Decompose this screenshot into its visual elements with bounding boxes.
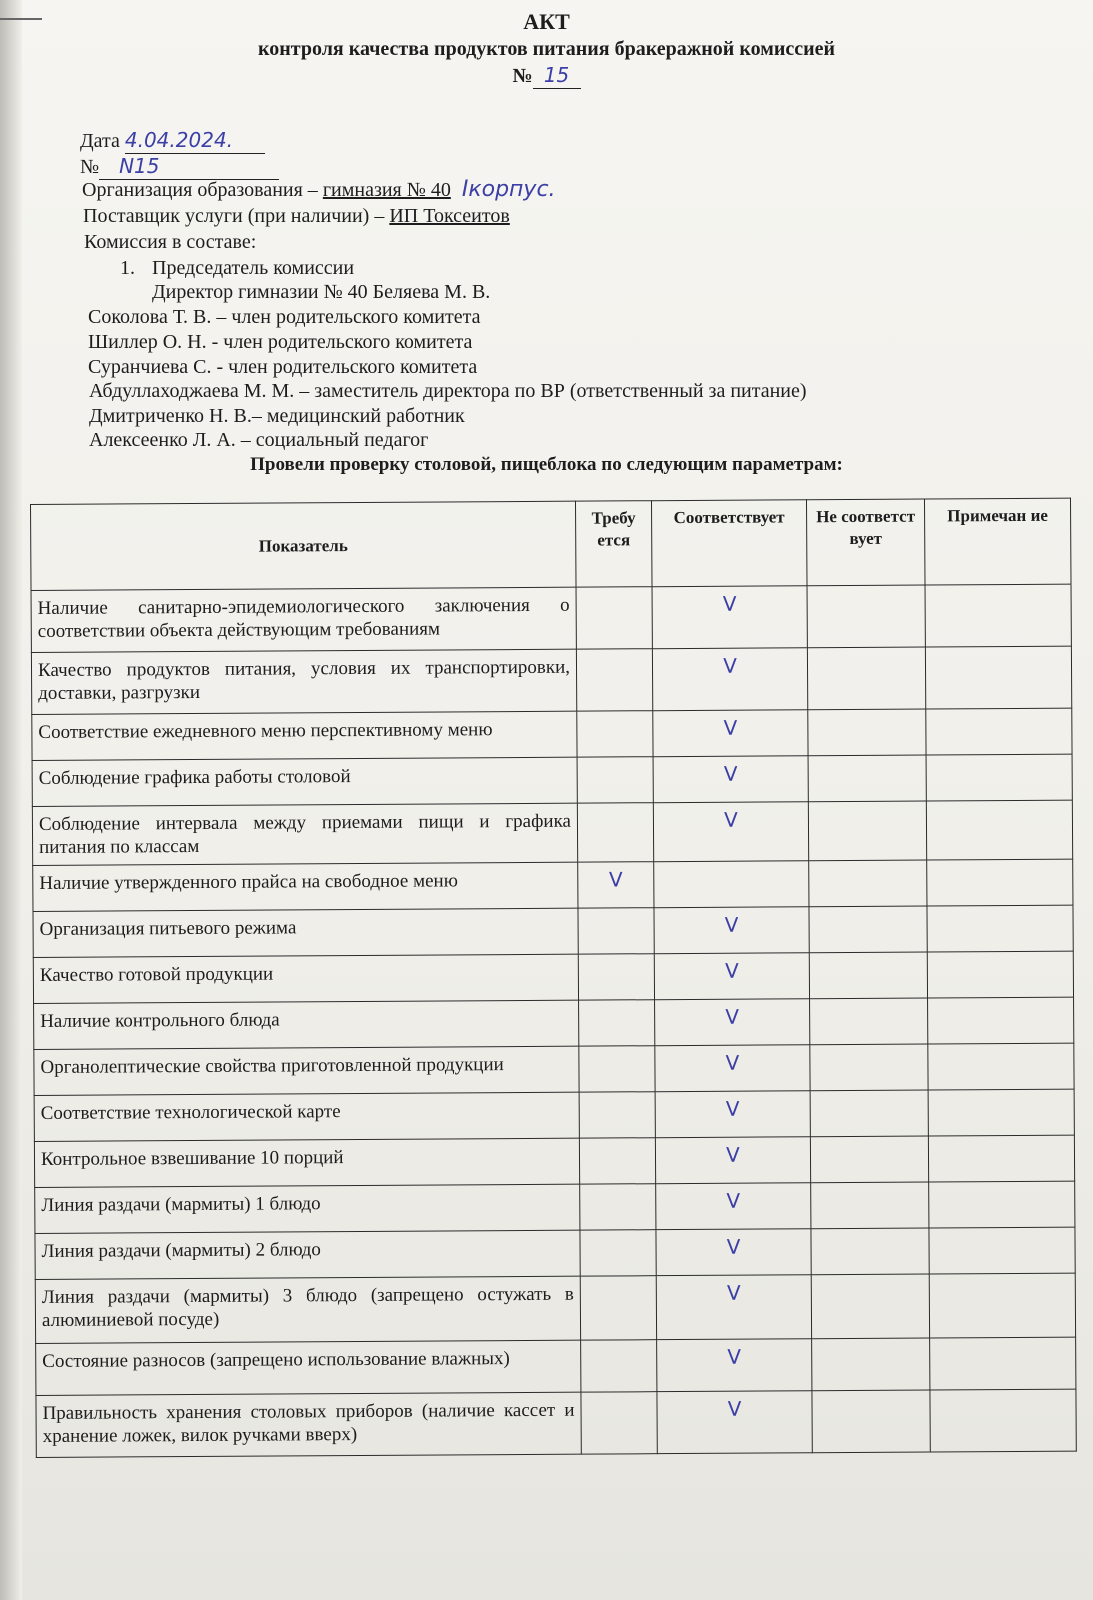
member-abdullahodzhaeva: Абдуллаходжаева М. М. – заместитель директора по ВР (ответственный за питание) [89,380,807,402]
not-complies-cell [809,952,927,999]
not-complies-cell [811,1182,929,1229]
note-cell [925,646,1071,709]
number-row [80,154,279,180]
not-complies-cell [811,1274,929,1339]
table-row [34,1089,1074,1141]
required-cell [578,908,654,954]
table-header-row [31,498,1072,590]
required-cell [579,1046,655,1092]
complies-cell [654,861,809,908]
indicator-cell: Состояние разносов (запрещено использование влажных) [36,1340,581,1395]
col-header-not-complies: Не соответст вует [806,499,925,586]
supplier-value: ИП Токсеитов [389,205,510,227]
checkmark: V [608,867,623,892]
indicator-cell: Соблюдение интервала между приемами пищи и графика питания по классам [32,803,577,865]
table-row [35,1273,1075,1343]
required-cell [580,1276,656,1340]
table-row [33,859,1073,911]
not-complies-cell [810,1136,928,1183]
inspection-table [30,498,1077,1458]
table-row [33,951,1073,1003]
not-complies-cell [811,1228,929,1275]
required-cell [581,1340,657,1392]
col-header-required: Требу ется [575,501,652,587]
table-row [32,800,1072,865]
table-row [31,646,1071,714]
member-suranchieva: Суранчиева С. - член родительского комитета [88,356,478,378]
not-complies-cell [812,1390,930,1453]
not-complies-cell [810,1044,928,1091]
checkmark: V [726,1234,741,1259]
table-row [36,1337,1076,1395]
checkmark: V [725,1004,740,1029]
note-cell [925,584,1071,647]
check-heading: Провели проверку столовой, пищеблока по следующим параметрам: [250,454,843,475]
supplier-row [83,204,510,228]
document-title-block [0,8,1093,89]
date-field [125,128,265,154]
not-complies-cell [810,998,928,1045]
complies-cell [656,1229,811,1276]
date-label: Дата [80,130,120,152]
complies-cell [656,1275,811,1340]
checkmark: V [727,1396,742,1421]
checkmark: V [724,958,739,983]
required-cell [578,862,654,908]
member-sokolova: Соколова Т. В. – член родительского комитета [88,306,481,328]
indicator-cell: Правильность хранения столовых приборов (наличие кассет и хранение ложек, вилок ручками вверх) [36,1392,581,1457]
note-cell [927,905,1073,952]
not-complies-cell [808,709,926,756]
checkmark: V [726,1280,741,1305]
indicator-cell: Органолептические свойства приготовленной продукции [34,1046,579,1095]
note-cell [927,859,1073,906]
required-cell [579,1138,655,1184]
not-complies-cell [809,860,927,907]
complies-cell [653,756,808,803]
complies-cell [654,907,809,954]
required-cell [576,587,652,649]
not-complies-cell [807,585,925,648]
required-cell [576,649,652,711]
indicator-cell: Линия раздачи (мармиты) 2 блюдо [35,1230,580,1279]
checkmark: V [725,1096,740,1121]
not-complies-cell [812,1338,930,1391]
indicator-cell: Линия раздачи (мармиты) 1 блюдо [35,1184,580,1233]
col-header-note: Примечан ие [924,498,1071,585]
complies-cell [652,648,807,711]
organization-label: Организация образования – [82,179,323,201]
note-cell [928,1135,1074,1182]
organization-handwritten: Ікорпус. [461,177,556,202]
checkmark: V [726,1142,740,1167]
indicator-cell: Наличие контрольного блюда [34,1000,579,1049]
member-shiller: Шиллер О. Н. - член родительского комитета [88,331,473,353]
indicator-cell: Наличие утвержденного прайса на свободное меню [33,862,578,911]
complies-cell [652,586,807,649]
required-cell [577,711,653,757]
indicator-cell: Соответствие технологической карте [34,1092,579,1141]
complies-cell [655,999,810,1046]
complies-cell [657,1339,812,1392]
document-subtitle: контроля качества продуктов питания бракеражной комиссией [257,38,836,60]
table-row [32,754,1072,806]
note-cell [929,1181,1075,1228]
number-field [99,154,279,180]
commission-label: Комиссия в составе: [84,231,257,253]
organization-value: гимназия № 40 [322,179,451,201]
date-value: 4.04.2024. [124,128,234,152]
not-complies-cell [808,801,926,861]
indicator-cell: Контрольное взвешивание 10 порций [34,1138,579,1187]
table-row [33,905,1073,957]
checkmark: V [727,1344,742,1369]
document-title: АКТ [523,9,570,34]
table-row [34,1043,1074,1095]
col-header-complies: Соответствует [651,500,807,587]
indicator-cell: Линия раздачи (мармиты) 3 блюдо (запрещено остужать в алюминиевой посуде) [35,1276,580,1343]
note-cell [928,1043,1074,1090]
date-row [80,128,265,154]
table-row [32,708,1072,760]
checkmark: V [724,807,738,832]
table-row [36,1389,1076,1457]
indicator-cell: Качество готовой продукции [33,954,578,1003]
table-row [34,997,1074,1049]
indicator-cell: Соблюдение графика работы столовой [32,757,577,806]
checkmark: V [726,1188,741,1213]
complies-cell [654,953,809,1000]
required-cell [578,954,654,1000]
indicator-cell: Соответствие ежедневного меню перспективному меню [32,711,577,760]
not-complies-cell [808,755,926,802]
complies-cell [657,1391,812,1454]
table-row [35,1181,1075,1233]
complies-cell [653,802,808,862]
indicator-cell: Организация питьевого режима [33,908,578,957]
chairman-role: Председатель комиссии [152,257,355,279]
member-chairman [120,256,354,280]
chairman-name: Директор гимназии № 40 Беляева М. В. [152,281,491,303]
note-cell [926,754,1072,801]
required-cell [580,1184,656,1230]
checkmark: V [724,912,739,937]
checkmark: V [725,1050,740,1075]
checkmark: V [722,591,737,616]
member-dmitrichenko: Дмитриченко Н. В.– медицинский работник [89,405,465,427]
required-cell [580,1230,656,1276]
not-complies-cell [810,1090,928,1137]
complies-cell [655,1045,810,1092]
organization-row [82,178,556,202]
note-cell [930,1389,1076,1452]
indicator-cell: Наличие санитарно-эпидемиологического заключения о соответствии объекта действующим требованиям [31,587,576,652]
member-alekseenko: Алексеенко Л. А. – социальный педагог [89,429,429,451]
required-cell [577,757,653,803]
required-cell [579,1000,655,1046]
required-cell [581,1392,657,1454]
note-cell [928,1089,1074,1136]
note-cell [928,997,1074,1044]
complies-cell [653,710,808,757]
number-label: № [80,156,100,178]
page-edge-shadow [0,0,22,1600]
not-complies-cell [807,647,925,710]
act-number-label: № [512,65,533,87]
note-cell [927,951,1073,998]
table-row [35,1227,1075,1279]
indicator-cell: Качество продуктов питания, условия их транспортировки, доставки, разгрузки [31,649,576,714]
table-row [31,584,1071,652]
checkmark: V [723,761,738,786]
act-number [0,62,1093,89]
complies-cell [655,1137,810,1184]
not-complies-cell [809,906,927,953]
note-cell [929,1273,1075,1338]
checkmark: V [723,653,737,678]
complies-cell [656,1183,811,1230]
required-cell [577,803,653,862]
complies-cell [655,1091,810,1138]
supplier-label: Поставщик услуги (при наличии) – [83,205,390,227]
act-number-value: 15 [533,62,581,89]
checkmark: V [723,715,738,740]
number-value: N15 [119,154,160,178]
note-cell [929,1227,1075,1274]
table-row [34,1135,1074,1187]
required-cell [579,1092,655,1138]
note-cell [926,708,1072,755]
note-cell [930,1337,1076,1390]
member-number: 1. [120,257,135,279]
note-cell [926,800,1072,860]
col-header-indicator: Показатель [31,501,577,590]
